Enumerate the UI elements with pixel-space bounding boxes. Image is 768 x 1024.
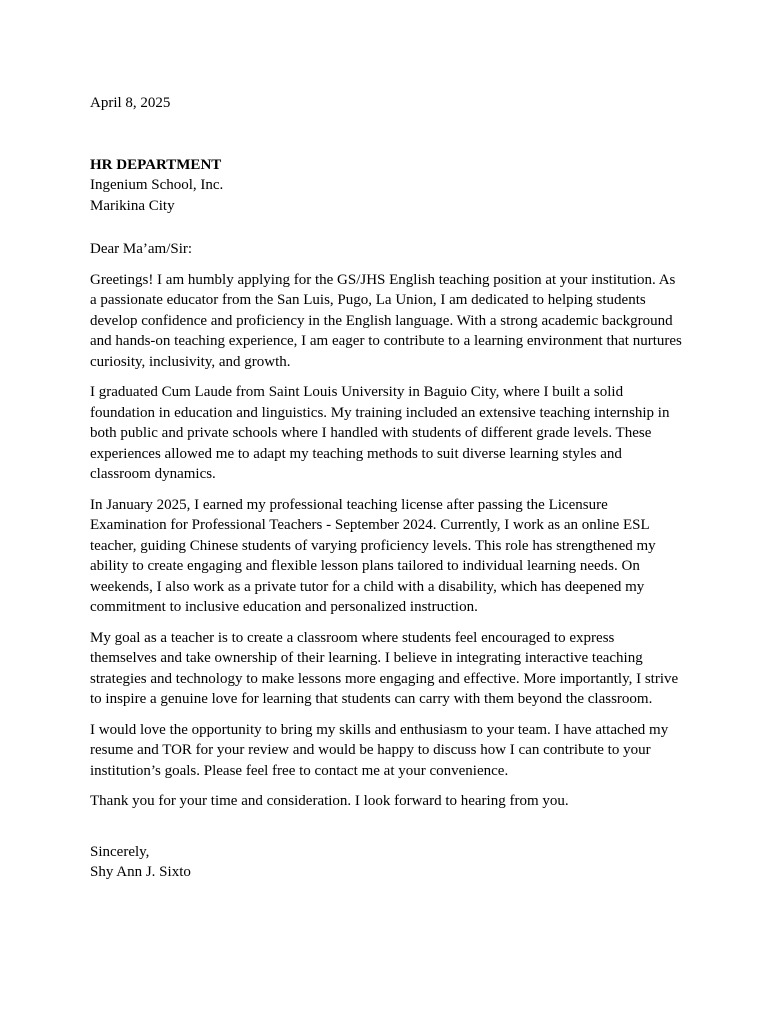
recipient-organization: Ingenium School, Inc. (90, 177, 224, 193)
paragraph-experience: In January 2025, I earned my professional teaching license after passing the Licensure Examination for Professional Teachers - September 2024. Currently, I work as an online ESL teacher, guiding Chinese students of varying proficiency levels. This role has strengthened my ability to create engaging and flexible lesson plans tailored to individual learning needs. On weekends, I also work as a private tutor for a child with a disability, which has deepened my commitment to inclusive education and personalized instruction. (90, 496, 656, 615)
paragraph-education: I graduated Cum Laude from Saint Louis University in Baguio City, where I built a solid foundation in education and linguistics. My training included an extensive teaching internship in both public and private schools where I handled with students of different grade levels. These experiences allowed me to adapt my teaching methods to suit diverse learning styles and classroom dynamics. (90, 384, 670, 482)
paragraph-request: I would love the opportunity to bring my skills and enthusiasm to your team. I have attached my resume and TOR for your review and would be happy to discuss how I can contribute to your institution’s goals. Please feel free to contact me at your convenience. (90, 721, 669, 779)
recipient-block (90, 155, 682, 217)
paragraph-thanks: Thank you for your time and consideration. I look forward to hearing from you. (90, 793, 569, 809)
cover-letter-page (90, 93, 682, 883)
signature-name: Shy Ann J. Sixto (90, 864, 191, 880)
paragraph-intro: Greetings! I am humbly applying for the GS/JHS English teaching position at your institution. As a passionate educator from the San Luis, Pugo, La Union, I am dedicated to helping students develop confidence and proficiency in the English language. With a strong academic background and hands-on teaching experience, I am eager to contribute to a learning environment that nurtures curiosity, inclusivity, and growth. (90, 271, 682, 370)
letter-body (90, 270, 682, 812)
paragraph-goals: My goal as a teacher is to create a classroom where students feel encouraged to express themselves and take ownership of their learning. I believe in integrating interactive teaching strategies and technology to make lessons more engaging and effective. More importantly, I strive to inspire a genuine love for learning that students can carry with them beyond the classroom. (90, 629, 679, 707)
recipient-city: Marikina City (90, 197, 175, 214)
closing-phrase: Sincerely, (90, 843, 150, 860)
recipient-department: HR DEPARTMENT (90, 156, 222, 173)
salutation: Dear Ma’am/Sir: (90, 241, 193, 257)
closing-block (90, 842, 682, 883)
letter-date: April 8, 2025 (90, 95, 171, 111)
